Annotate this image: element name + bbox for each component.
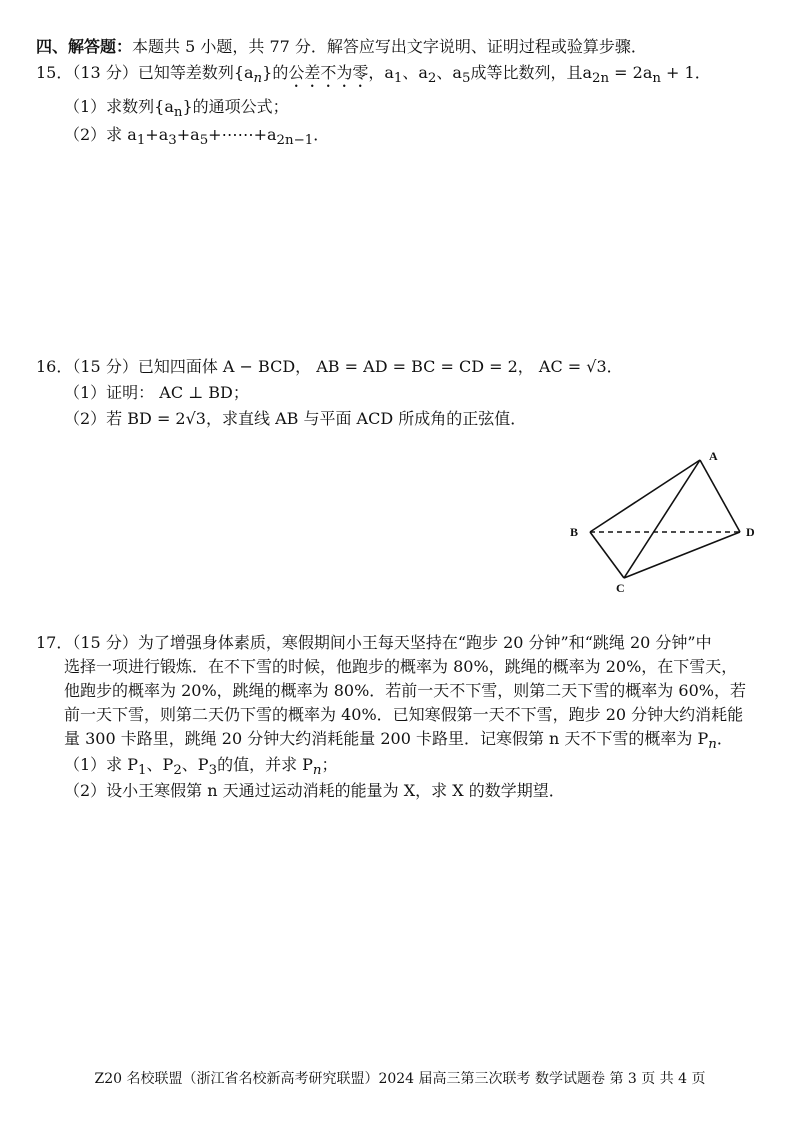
q17-part1-text: 的值，并求 P [217, 755, 313, 774]
question-15-part-2 [64, 124, 329, 152]
question-17-part-1 [64, 754, 338, 782]
q15-stem-part: + 1． [660, 63, 711, 82]
q17-text: 选择一项进行锻炼．在不下雪的时候，他跑步的概率为 80%，跳绳的概率为 20%，在下雪天， [64, 657, 738, 676]
q15-stem-part: ，a [368, 63, 394, 82]
question-17-line-3 [64, 680, 746, 702]
tetrahedron-figure [556, 440, 776, 600]
vertex-label-b: B [570, 525, 579, 539]
question-17-line-2 [64, 656, 737, 678]
q15-stem-part: = 2a [609, 63, 653, 82]
subscript: n [312, 763, 322, 779]
question-16-part-2 [64, 408, 526, 430]
subscript: 5 [199, 133, 209, 149]
subscript: n [708, 737, 717, 753]
q16-stem-text: （15 分）已知四面体 A − BCD， AB = AD = BC = CD = 2， AC = √3． [72, 357, 623, 376]
subscript: 1 [138, 763, 147, 779]
subscript: 5 [461, 71, 471, 87]
question-15-part-1 [64, 96, 289, 124]
q17-part1-text: （1）求 P [64, 755, 139, 774]
q17-part1-text: 、P [146, 755, 174, 774]
section-intro: 本题共 5 小题，共 77 分．解答应写出文字说明、证明过程或验算步骤． [132, 37, 647, 56]
question-16-part-1 [64, 382, 249, 404]
q15-part1-text: }的通项公式； [182, 97, 289, 116]
question-16-number: 16． [36, 357, 73, 376]
vertex-label-d: D [746, 525, 755, 539]
question-17-line-4 [64, 704, 743, 726]
q15-part2-text: ． [313, 125, 330, 144]
subscript: 2n [591, 71, 610, 87]
q17-text: 他跑步的概率为 20%，跳绳的概率为 80%．若前一天不下雪，则第二天下雪的概率为 60%，若 [64, 681, 746, 700]
q17-part2-text: （2）设小王寒假第 n 天通过运动消耗的能量为 X，求 X 的数学期望． [64, 781, 565, 800]
q17-text: ． [716, 729, 733, 748]
section-heading: 四、解答题： [36, 37, 133, 56]
subscript: 1 [393, 71, 403, 87]
q15-stem-part: }的 [262, 63, 289, 82]
question-15-number: 15． [36, 63, 73, 82]
q17-text: （15 分）为了增强身体素质，寒假期间小王每天坚持在“跑步 20 分钟”和“跳绳 20 分钟”中 [72, 633, 712, 652]
q16-part1-text: （1）证明： AC ⊥ BD； [64, 383, 249, 402]
q16-part2-text: （2）若 BD = 2√3，求直线 AB 与平面 ACD 所成角的正弦值． [64, 409, 527, 428]
q17-text: 前一天下雪，则第二天仍下雪的概率为 40%．已知寒假第一天不下雪，跑步 20 分钟大约消耗能 [64, 705, 744, 724]
subscript: 2n−1 [276, 133, 314, 149]
edge-bc [590, 532, 624, 578]
section-heading-line [36, 36, 647, 58]
q15-stem-part: 成等比数列，且a [470, 63, 592, 82]
q15-stem-part: 、a [436, 63, 462, 82]
emphasized-text: 公差不为零 [288, 63, 369, 82]
q15-part2-text: +a [176, 125, 200, 144]
q15-part1-text: （1）求数列{a [64, 97, 174, 116]
subscript: 2 [173, 763, 182, 779]
q15-stem-part: （13 分）已知等差数列{a [72, 63, 254, 82]
q15-stem-part: 、a [402, 63, 428, 82]
q15-part2-text: +⋯⋯+a [208, 125, 277, 144]
vertex-label-a: A [709, 449, 718, 463]
subscript: n [173, 105, 183, 121]
question-17-line-5 [64, 728, 733, 756]
q17-part1-text: ； [321, 755, 338, 774]
q17-text: 量 300 卡路里，跳绳 20 分钟大约消耗能量 200 卡路里．记寒假第 n 天不下雪的概率为 P [64, 729, 709, 748]
question-17-line-1 [36, 632, 712, 654]
question-15-stem [36, 62, 711, 91]
page-footer: Z20 名校联盟（浙江省名校新高考研究联盟）2024 届高三第三次联考 数学试题卷 第 3 页 共 4 页 [94, 1071, 706, 1087]
subscript: 1 [136, 133, 146, 149]
subscript: n [253, 71, 263, 87]
subscript: 3 [208, 763, 218, 779]
edge-ad [700, 460, 740, 532]
edge-ac [624, 460, 700, 578]
edge-ab [590, 460, 700, 532]
subscript: 2 [427, 71, 437, 87]
edge-cd [624, 532, 740, 578]
q17-part1-text: 、P [181, 755, 209, 774]
vertex-label-c: C [616, 581, 625, 595]
subscript: n [652, 71, 661, 87]
q15-part2-text: +a [145, 125, 169, 144]
subscript: 3 [168, 133, 177, 149]
question-17-part-2 [64, 780, 565, 802]
question-16-stem [36, 356, 623, 378]
question-17-number: 17． [36, 633, 73, 652]
q15-part2-text: （2）求 a [64, 125, 137, 144]
